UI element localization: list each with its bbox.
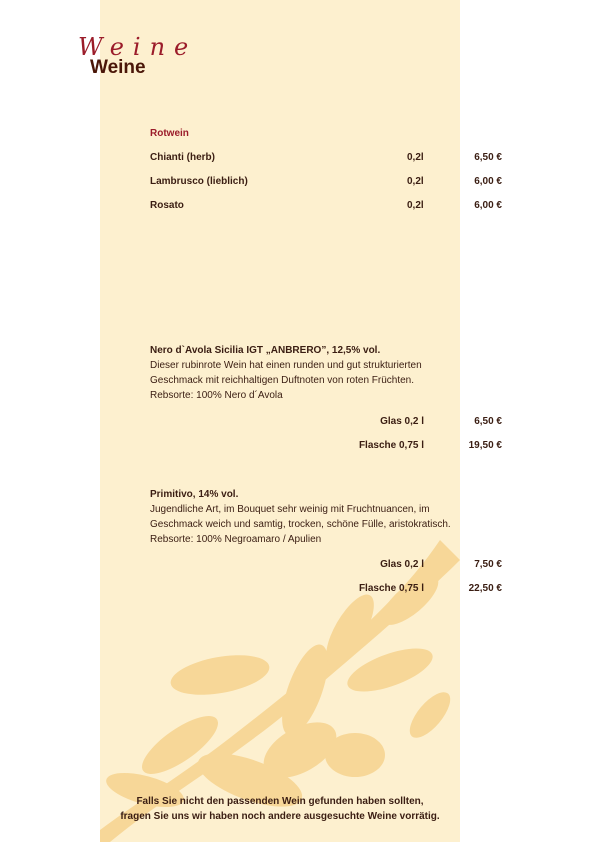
price-value: 6,50 €: [474, 416, 502, 427]
footer-line: Falls Sie nicht den passenden Wein gefunden haben sollten,: [136, 796, 424, 807]
wine-name: Chianti (herb): [150, 152, 215, 163]
wine-price: 6,00 €: [474, 176, 502, 187]
price-value: 19,50 €: [468, 440, 502, 451]
wine-description: [150, 502, 451, 547]
price-label: Glas 0,2 l: [380, 559, 424, 570]
wine-title: Primitivo, 14% vol.: [150, 489, 239, 500]
wine-name: Lambrusco (lieblich): [150, 176, 248, 187]
wine-name: Rosato: [150, 200, 184, 211]
wine-title: Nero d`Avola Sicilia IGT „ANBRERO”, 12,5% vol.: [150, 345, 381, 356]
description-line: Geschmack weich und samtig, trocken, schöne Fülle, aristokratisch.: [150, 519, 451, 530]
wine-price: 6,00 €: [474, 200, 502, 211]
wine-price: 6,50 €: [474, 152, 502, 163]
page-title: Weine: [90, 57, 146, 78]
decorative-script-title: Weine: [78, 33, 198, 61]
price-value: 22,50 €: [468, 583, 502, 594]
price-value: 7,50 €: [474, 559, 502, 570]
price-label: Flasche 0,75 l: [358, 440, 424, 451]
description-line: Dieser rubinrote Wein hat einen runden und gut strukturierten: [150, 360, 422, 371]
price-label: Glas 0,2 l: [380, 416, 424, 427]
price-label: Flasche 0,75 l: [358, 583, 424, 594]
wine-size: 0,2l: [407, 152, 424, 163]
description-line: Jugendliche Art, im Bouquet sehr weinig mit Fruchtnuancen, im: [150, 504, 430, 515]
wine-size: 0,2l: [407, 176, 424, 187]
wine-description: [150, 358, 422, 403]
section-heading-rotwein: Rotwein: [150, 128, 189, 139]
footer-note: [100, 794, 460, 824]
footer-line: fragen Sie uns wir haben noch andere ausgesuchte Weine vorrätig.: [120, 811, 440, 822]
wine-size: 0,2l: [407, 200, 424, 211]
description-line: Geschmack mit reichhaltigen Duftnoten von roten Früchten.: [150, 375, 415, 386]
description-line: Rebsorte: 100% Negroamaro / Apulien: [150, 534, 322, 545]
description-line: Rebsorte: 100% Nero d´Avola: [150, 390, 283, 401]
